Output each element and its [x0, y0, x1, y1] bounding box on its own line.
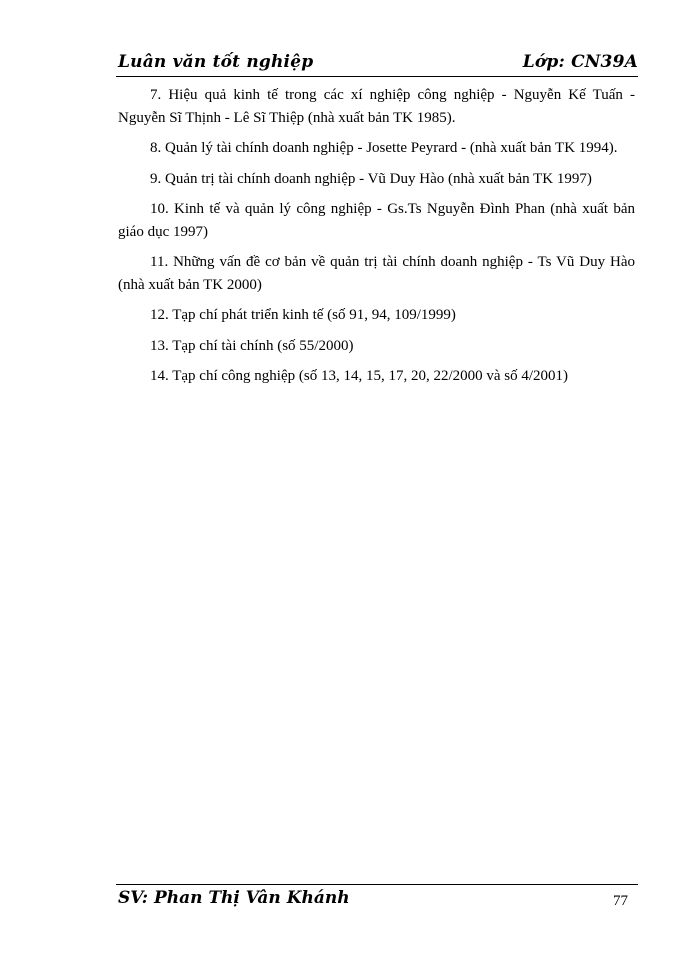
- header-divider: [116, 76, 638, 77]
- reference-item-13: 13. Tạp chí tài chính (số 55/2000): [150, 337, 354, 354]
- reference-item-7: 7. Hiệu quả kinh tế trong các xí nghiệp công nghiệp - Nguyễn Kế Tuấn - Nguyễn Sĩ Thịnh - Lê Sĩ Thiệp (nhà xuất bản TK 1985).: [118, 87, 635, 126]
- reference-item-12: 12. Tạp chí phát triển kinh tế (số 91, 94, 109/1999): [150, 307, 456, 323]
- footer-author: SV: Phan Thị Vân Khánh: [118, 888, 350, 908]
- reference-list: [118, 84, 635, 396]
- page-number: 77: [613, 893, 628, 909]
- reference-item-8: 8. Quản lý tài chính doanh nghiệp - Josette Peyrard - (nhà xuất bản TK 1994).: [150, 140, 618, 156]
- page-header: [118, 52, 638, 76]
- reference-item-14: 14. Tạp chí công nghiệp (số 13, 14, 15, 17, 20, 22/2000 và số 4/2001): [150, 368, 569, 384]
- footer-divider: [116, 884, 638, 885]
- header-class-label: Lớp: CN39A: [522, 52, 638, 72]
- reference-item-10: 10. Kinh tế và quản lý công nghiệp - Gs.Ts Nguyễn Đình Phan (nhà xuất bản giáo dục 1997): [118, 201, 635, 240]
- reference-item-9: 9. Quản trị tài chính doanh nghiệp - Vũ Duy Hào (nhà xuất bản TK 1997): [150, 170, 592, 187]
- header-thesis-title: Luân văn tốt nghiệp: [118, 52, 314, 72]
- reference-item-11: 11. Những vấn đề cơ bản về quản trị tài chính doanh nghiệp - Ts Vũ Duy Hào (nhà xuất bản TK 2000): [118, 254, 635, 293]
